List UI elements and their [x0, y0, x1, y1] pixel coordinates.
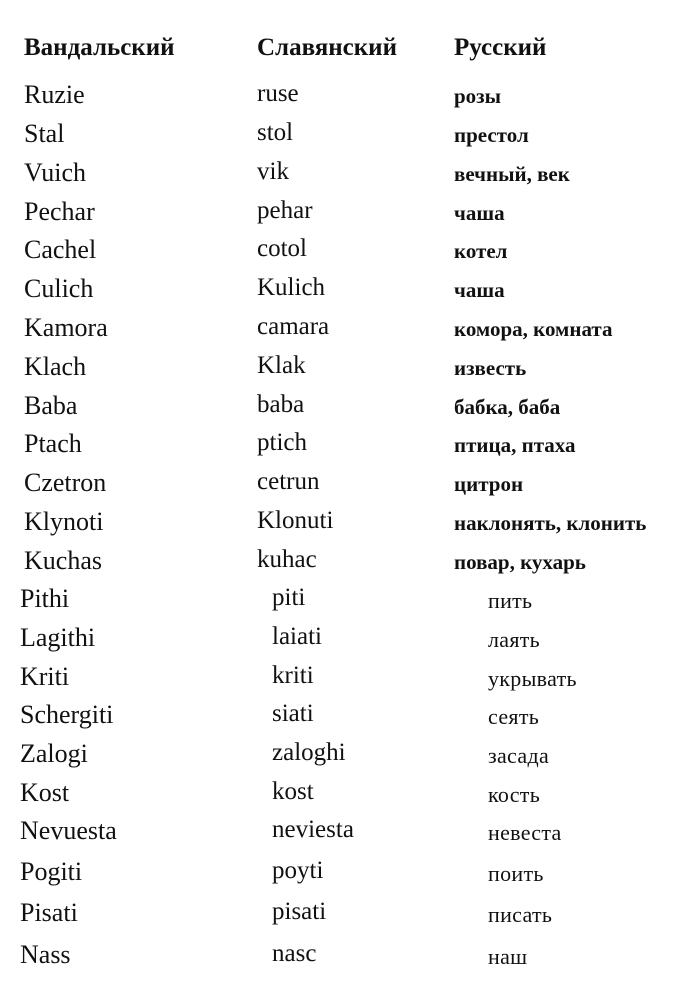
cell-russian: укрывать	[488, 666, 577, 691]
cell-vandal: Stal	[24, 119, 65, 148]
header-slavic: Славянский	[257, 34, 397, 61]
table-row	[0, 313, 700, 351]
cell-russian: котел	[454, 239, 508, 263]
cell-russian: чаша	[454, 278, 505, 302]
cell-vandal: Cachel	[24, 235, 97, 264]
cell-russian: наш	[488, 944, 528, 969]
table-row	[0, 546, 700, 584]
cell-slavic: camara	[257, 313, 330, 340]
cell-russian: лаять	[488, 627, 541, 652]
cell-vandal: Kuchas	[24, 546, 102, 575]
cell-slavic: stol	[257, 119, 294, 146]
cell-russian: комора, комната	[454, 317, 613, 341]
cell-slavic: neviesta	[272, 816, 354, 843]
cell-vandal: Culich	[24, 274, 94, 303]
cell-russian: наклонять, клонить	[454, 511, 647, 535]
cell-slavic: cetrun	[257, 468, 320, 495]
cell-russian: засада	[488, 743, 550, 768]
table-row	[0, 197, 700, 235]
cell-vandal: Klach	[24, 352, 87, 381]
cell-russian: престол	[454, 123, 529, 147]
cell-slavic: Kulich	[257, 274, 326, 301]
cell-vandal: Ruzie	[24, 80, 85, 109]
table-row	[0, 429, 700, 467]
table-row	[0, 584, 700, 622]
cell-vandal: Schergiti	[20, 700, 114, 729]
table-row	[0, 119, 700, 157]
table-row	[0, 778, 700, 816]
cell-russian: чаша	[454, 201, 505, 225]
cell-vandal: Zalogi	[20, 739, 88, 768]
cell-slavic: cotol	[257, 235, 307, 262]
cell-russian: известь	[454, 356, 527, 380]
table-row	[0, 940, 700, 978]
cell-slavic: baba	[257, 391, 305, 418]
cell-slavic: vik	[257, 158, 289, 185]
cell-russian: розы	[454, 84, 502, 108]
cell-vandal: Nevuesta	[20, 816, 117, 845]
table-row	[0, 274, 700, 312]
cell-russian: писать	[488, 902, 553, 927]
table-row	[0, 507, 700, 545]
cell-vandal: Pogiti	[20, 857, 83, 886]
cell-vandal: Kost	[20, 778, 70, 807]
cell-vandal: Klynoti	[24, 507, 104, 536]
cell-vandal: Pechar	[24, 197, 95, 226]
cell-vandal: Pisati	[20, 898, 78, 927]
cell-russian: бабка, баба	[454, 395, 561, 419]
table-row	[0, 898, 700, 936]
cell-russian: сеять	[488, 704, 540, 729]
cell-slavic: ruse	[257, 80, 299, 107]
table-row	[0, 158, 700, 196]
cell-slavic: ptich	[257, 429, 307, 456]
cell-slavic: zaloghi	[272, 739, 346, 766]
cell-vandal: Lagithi	[20, 623, 96, 652]
cell-vandal: Ptach	[24, 429, 82, 458]
table-row	[0, 352, 700, 390]
cell-russian: пить	[488, 588, 533, 613]
cell-slavic: pehar	[257, 197, 313, 224]
cell-slavic: poyti	[272, 857, 324, 884]
header-russian: Русский	[454, 34, 547, 61]
cell-slavic: pisati	[272, 898, 327, 925]
cell-russian: невеста	[488, 820, 562, 845]
table-row	[0, 468, 700, 506]
cell-vandal: Vuich	[24, 158, 86, 187]
cell-russian: вечный, век	[454, 162, 570, 186]
table-row	[0, 662, 700, 700]
cell-vandal: Pithi	[20, 584, 70, 613]
cell-slavic: piti	[272, 584, 306, 611]
cell-russian: кость	[488, 782, 541, 807]
cell-slavic: Klak	[257, 352, 306, 379]
cell-russian: повар, кухарь	[454, 550, 586, 574]
cell-vandal: Kamora	[24, 313, 108, 342]
cell-russian: поить	[488, 861, 544, 886]
table-row	[0, 623, 700, 661]
table-row	[0, 80, 700, 118]
cell-slavic: nasc	[272, 940, 317, 967]
cell-vandal: Nass	[20, 940, 71, 969]
cell-vandal: Baba	[24, 391, 78, 420]
header-vandal: Вандальский	[24, 34, 175, 61]
cell-vandal: Czetron	[24, 468, 107, 497]
cell-slavic: Klonuti	[257, 507, 334, 534]
cell-slavic: siati	[272, 700, 314, 727]
table-row	[0, 391, 700, 429]
cell-slavic: kriti	[272, 662, 314, 689]
table-row	[0, 700, 700, 738]
cell-vandal: Kriti	[20, 662, 70, 691]
table-row	[0, 235, 700, 273]
cell-slavic: kost	[272, 778, 314, 805]
cell-slavic: kuhac	[257, 546, 317, 573]
cell-russian: цитрон	[454, 472, 524, 496]
cell-slavic: laiati	[272, 623, 322, 650]
cell-russian: птица, птаха	[454, 433, 576, 457]
table-row	[0, 816, 700, 854]
table-row	[0, 739, 700, 777]
table-row	[0, 857, 700, 895]
